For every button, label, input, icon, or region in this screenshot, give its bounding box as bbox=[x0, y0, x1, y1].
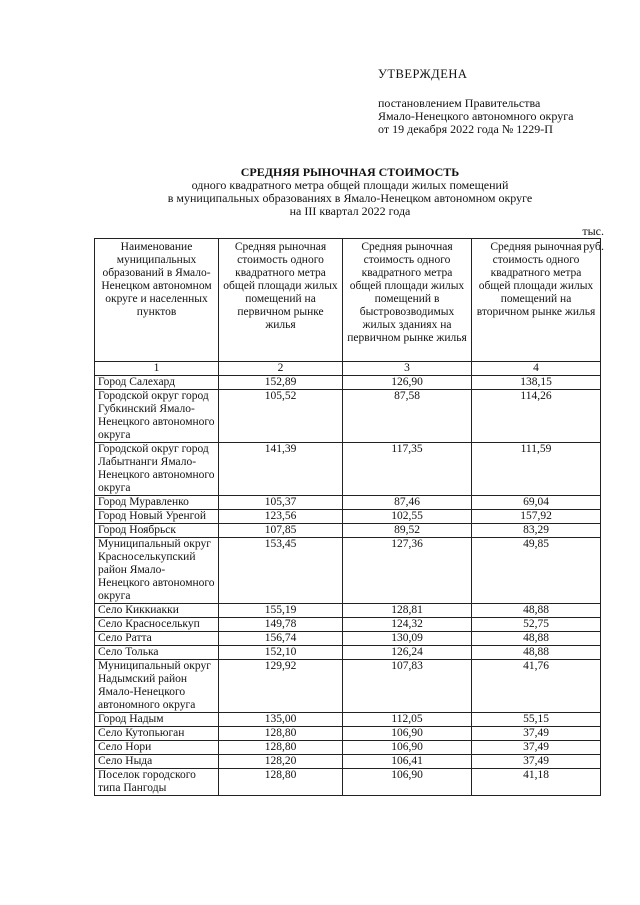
cell-fast-built-price: 106,41 bbox=[343, 755, 472, 769]
cell-name: Город Надым bbox=[95, 713, 219, 727]
title-sub-3: на III квартал 2022 года bbox=[289, 204, 411, 218]
cell-secondary-price: 111,59 bbox=[472, 443, 601, 496]
cell-fast-built-price: 128,81 bbox=[343, 604, 472, 618]
cell-fast-built-price: 126,24 bbox=[343, 646, 472, 660]
cell-primary-price: 152,89 bbox=[219, 376, 343, 390]
price-table bbox=[94, 238, 601, 796]
cell-name: Город Салехард bbox=[95, 376, 219, 390]
cell-name: Село Ратта bbox=[95, 632, 219, 646]
cell-name: Поселок городского типа Пангоды bbox=[95, 769, 219, 796]
approval-line-1: постановлением Правительства bbox=[378, 96, 541, 110]
cell-name: Село Красноселькуп bbox=[95, 618, 219, 632]
cell-name: Город Муравленко bbox=[95, 496, 219, 510]
cell-secondary-price: 69,04 bbox=[472, 496, 601, 510]
cell-primary-price: 123,56 bbox=[219, 510, 343, 524]
table-row bbox=[95, 496, 601, 510]
table-row bbox=[95, 443, 601, 496]
cell-secondary-price: 48,88 bbox=[472, 604, 601, 618]
cell-fast-built-price: 106,90 bbox=[343, 769, 472, 796]
cell-secondary-price: 37,49 bbox=[472, 755, 601, 769]
cell-fast-built-price: 106,90 bbox=[343, 727, 472, 741]
cell-primary-price: 155,19 bbox=[219, 604, 343, 618]
cell-primary-price: 105,52 bbox=[219, 390, 343, 443]
cell-secondary-price: 37,49 bbox=[472, 741, 601, 755]
table-header-row bbox=[95, 239, 601, 362]
cell-primary-price: 128,80 bbox=[219, 727, 343, 741]
cell-name: Село Ныда bbox=[95, 755, 219, 769]
cell-primary-price: 153,45 bbox=[219, 538, 343, 604]
cell-primary-price: 141,39 bbox=[219, 443, 343, 496]
column-number: 4 bbox=[472, 362, 601, 376]
unit-label: тыс. руб. bbox=[582, 224, 604, 253]
column-number: 1 bbox=[95, 362, 219, 376]
cell-secondary-price: 138,15 bbox=[472, 376, 601, 390]
cell-secondary-price: 157,92 bbox=[472, 510, 601, 524]
cell-primary-price: 135,00 bbox=[219, 713, 343, 727]
cell-secondary-price: 41,76 bbox=[472, 660, 601, 713]
title-sub-2: в муниципальных образованиях в Ямало-Ненецком автономном округе bbox=[167, 191, 533, 205]
column-number: 2 bbox=[219, 362, 343, 376]
table-row bbox=[95, 618, 601, 632]
title-sub-1: одного квадратного метра общей площади жилых помещений bbox=[191, 178, 509, 192]
table-row bbox=[95, 376, 601, 390]
table-row bbox=[95, 524, 601, 538]
cell-name: Муниципальный округ Красноселькупский район Ямало-Ненецкого автономного округа bbox=[95, 538, 219, 604]
cell-fast-built-price: 124,32 bbox=[343, 618, 472, 632]
approval-line-3: от 19 декабря 2022 года № 1229-П bbox=[378, 122, 553, 136]
cell-fast-built-price: 126,90 bbox=[343, 376, 472, 390]
cell-fast-built-price: 127,36 bbox=[343, 538, 472, 604]
cell-primary-price: 152,10 bbox=[219, 646, 343, 660]
cell-secondary-price: 37,49 bbox=[472, 727, 601, 741]
cell-name: Село Нори bbox=[95, 741, 219, 755]
cell-secondary-price: 52,75 bbox=[472, 618, 601, 632]
cell-primary-price: 156,74 bbox=[219, 632, 343, 646]
table-row bbox=[95, 538, 601, 604]
cell-primary-price: 105,37 bbox=[219, 496, 343, 510]
cell-fast-built-price: 87,58 bbox=[343, 390, 472, 443]
cell-name: Городской округ город Лабытнанги Ямало-Ненецкого автономного округа bbox=[95, 443, 219, 496]
cell-primary-price: 128,80 bbox=[219, 769, 343, 796]
header-secondary: Средняя рыночная стоимость одного квадратного метра общей площади жилых помещений на вторичном рынке жилья bbox=[472, 239, 601, 362]
cell-secondary-price: 41,18 bbox=[472, 769, 601, 796]
column-number-row bbox=[95, 362, 601, 376]
cell-primary-price: 128,20 bbox=[219, 755, 343, 769]
cell-fast-built-price: 87,46 bbox=[343, 496, 472, 510]
cell-fast-built-price: 112,05 bbox=[343, 713, 472, 727]
cell-fast-built-price: 106,90 bbox=[343, 741, 472, 755]
table-row bbox=[95, 632, 601, 646]
cell-name: Село Толька bbox=[95, 646, 219, 660]
cell-name: Городской округ город Губкинский Ямало-Ненецкого автономного округа bbox=[95, 390, 219, 443]
cell-fast-built-price: 130,09 bbox=[343, 632, 472, 646]
table-row bbox=[95, 713, 601, 727]
cell-primary-price: 128,80 bbox=[219, 741, 343, 755]
document-title bbox=[90, 166, 610, 218]
cell-fast-built-price: 107,83 bbox=[343, 660, 472, 713]
table-row bbox=[95, 646, 601, 660]
cell-secondary-price: 114,26 bbox=[472, 390, 601, 443]
table-row bbox=[95, 727, 601, 741]
column-number: 3 bbox=[343, 362, 472, 376]
header-name: Наименование муниципальных образований в Ямало-Ненецком автономном округе и населенных пунктов bbox=[95, 239, 219, 362]
cell-name: Город Новый Уренгой bbox=[95, 510, 219, 524]
title-main: СРЕДНЯЯ РЫНОЧНАЯ СТОИМОСТЬ bbox=[240, 165, 460, 179]
header-primary: Средняя рыночная стоимость одного квадратного метра общей площади жилых помещений на первичном рынке жилья bbox=[219, 239, 343, 362]
cell-fast-built-price: 102,55 bbox=[343, 510, 472, 524]
approval-stamp bbox=[378, 68, 618, 136]
approved-label: УТВЕРЖДЕНА bbox=[378, 67, 468, 81]
cell-name: Село Кутопьюган bbox=[95, 727, 219, 741]
table-row bbox=[95, 660, 601, 713]
cell-name: Город Ноябрьск bbox=[95, 524, 219, 538]
cell-primary-price: 149,78 bbox=[219, 618, 343, 632]
cell-secondary-price: 83,29 bbox=[472, 524, 601, 538]
approval-line-2: Ямало-Ненецкого автономного округа bbox=[378, 109, 574, 123]
cell-name: Село Киккиакки bbox=[95, 604, 219, 618]
cell-fast-built-price: 117,35 bbox=[343, 443, 472, 496]
header-fast-built: Средняя рыночная стоимость одного квадратного метра общей площади жилых помещений в быстровозводимых жилых зданиях на первичном рынке жилья bbox=[343, 239, 472, 362]
table-row bbox=[95, 769, 601, 796]
cell-secondary-price: 48,88 bbox=[472, 632, 601, 646]
table-row bbox=[95, 755, 601, 769]
cell-primary-price: 129,92 bbox=[219, 660, 343, 713]
table-row bbox=[95, 510, 601, 524]
table-row bbox=[95, 741, 601, 755]
table-row bbox=[95, 604, 601, 618]
cell-secondary-price: 49,85 bbox=[472, 538, 601, 604]
cell-name: Муниципальный округ Надымский район Ямало-Ненецкого автономного округа bbox=[95, 660, 219, 713]
cell-secondary-price: 55,15 bbox=[472, 713, 601, 727]
cell-primary-price: 107,85 bbox=[219, 524, 343, 538]
table-row bbox=[95, 390, 601, 443]
cell-fast-built-price: 89,52 bbox=[343, 524, 472, 538]
cell-secondary-price: 48,88 bbox=[472, 646, 601, 660]
